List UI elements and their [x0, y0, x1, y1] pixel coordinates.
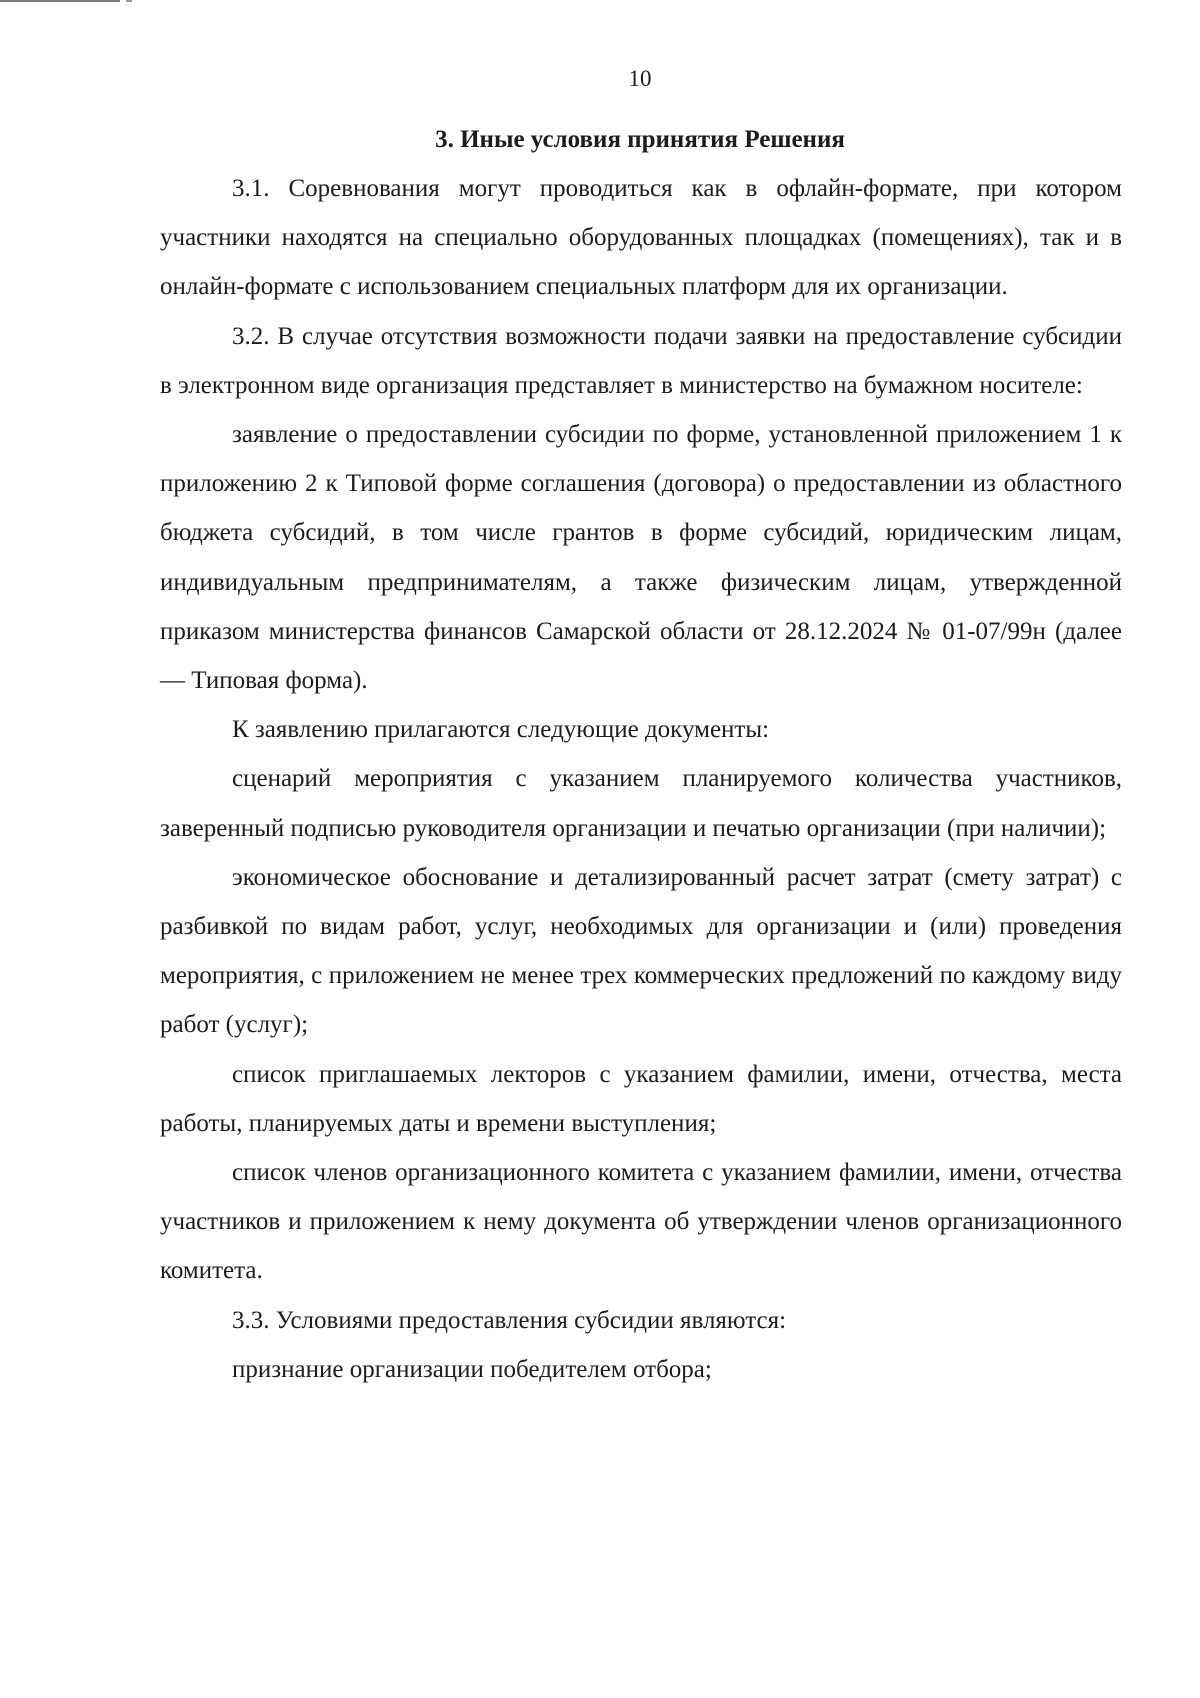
- paragraph-scenario: сценарий мероприятия с указанием планируемого количества участников, заверенный подписью руководителя организации и печатью организации (при наличии);: [160, 765, 1122, 842]
- paragraph-3-3: 3.3. Условиями предоставления субсидии являются:: [232, 1306, 787, 1334]
- page-number: 10: [628, 66, 652, 91]
- section-heading: 3. Иные условия принятия Решения: [435, 126, 845, 153]
- paragraph-committee-list: список членов организационного комитета с указанием фамилии, имени, отчества участников и приложением к нему документа об утверждении членов организационного комитета.: [160, 1159, 1122, 1285]
- paragraph-application: заявление о предоставлении субсидии по форме, установленной приложением 1 к приложению 2 к Типовой форме соглашения (договора) о предоставлении из областного бюджета субсидий, в том числе грантов в форме субсидий, юридическим лицам, индивидуальным предпринимателям, а также физическим лицам, утвержденной приказом министерства финансов Самарской области от 28.12.2024 № 01-07/99н (далее — Типовая форма).: [160, 421, 1122, 695]
- paragraph-economic-justification: экономическое обоснование и детализированный расчет затрат (смету затрат) с разбивкой по видам работ, услуг, необходимых для организации и (или) проведения мероприятия, с приложением не менее трех коммерческих предложений по каждому виду работ (услуг);: [160, 863, 1122, 1039]
- paragraph-lecturers-list: список приглашаемых лекторов с указанием фамилии, имени, отчества, места работы, планируемых даты и времени выступления;: [160, 1060, 1122, 1137]
- document-body: [160, 164, 1122, 1394]
- paragraph-attachments-intro: К заявлению прилагаются следующие документы:: [232, 716, 770, 744]
- scan-edge-mark: [0, 0, 120, 2]
- paragraph-3-1: 3.1. Соревнования могут проводиться как в офлайн-формате, при котором участники находятся на специально оборудованных площадках (помещениях), так и в онлайн-формате с использованием специальных платформ для их организации.: [160, 175, 1122, 301]
- paragraph-3-2: 3.2. В случае отсутствия возможности подачи заявки на предоставление субсидии в электронном виде организация представляет в министерство на бумажном носителе:: [160, 322, 1122, 399]
- paragraph-winner-recognition: признание организации победителем отбора;: [232, 1355, 712, 1383]
- scan-edge-mark: [126, 0, 132, 2]
